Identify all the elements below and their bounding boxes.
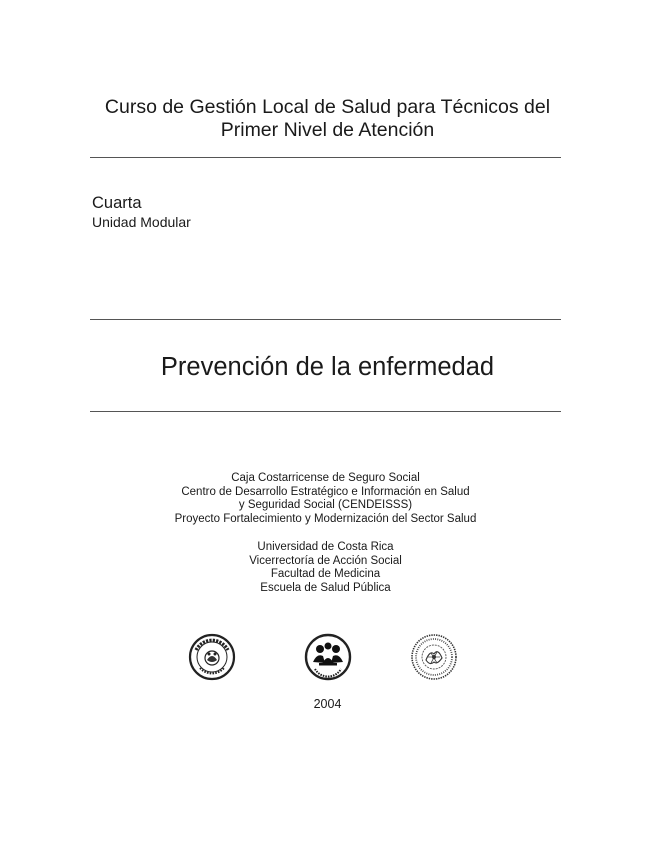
unit-label: Unidad Modular (92, 214, 191, 230)
course-title-line-2: Primer Nivel de Atención (220, 119, 435, 141)
institutions-block-ccss (100, 472, 551, 526)
horizontal-rule-bottom (90, 411, 561, 412)
institution-line: Universidad de Costa Rica (257, 541, 394, 553)
institutions-block-ucr (100, 541, 551, 595)
horizontal-rule-middle (90, 319, 561, 320)
institution-line: Caja Costarricense de Seguro Social (231, 472, 420, 484)
cendeisss-logo (303, 632, 353, 682)
course-title-line-1: Curso de Gestión Local de Salud para Técnicos del (104, 96, 551, 118)
institution-line: Vicerrectoría de Acción Social (249, 554, 402, 567)
institution-line: Centro de Desarrollo Estratégico e Información en Salud (181, 485, 470, 498)
horizontal-rule-top (90, 157, 561, 158)
unit-ordinal: Cuarta (92, 194, 142, 212)
institution-line: Proyecto Fortalecimiento y Modernización del Sector Salud (174, 512, 477, 525)
ucr-seal-logo (409, 632, 459, 682)
logos-row (0, 632, 655, 682)
institution-line: Facultad de Medicina (270, 568, 381, 581)
institution-line: Escuela de Salud Pública (260, 581, 391, 594)
seguro-social-logo (187, 632, 237, 682)
main-title: Prevención de la enfermedad (160, 353, 495, 381)
institution-line: y Seguridad Social (CENDEISSS) (238, 499, 413, 512)
course-title (60, 96, 595, 142)
publication-year: 2004 (313, 697, 342, 711)
